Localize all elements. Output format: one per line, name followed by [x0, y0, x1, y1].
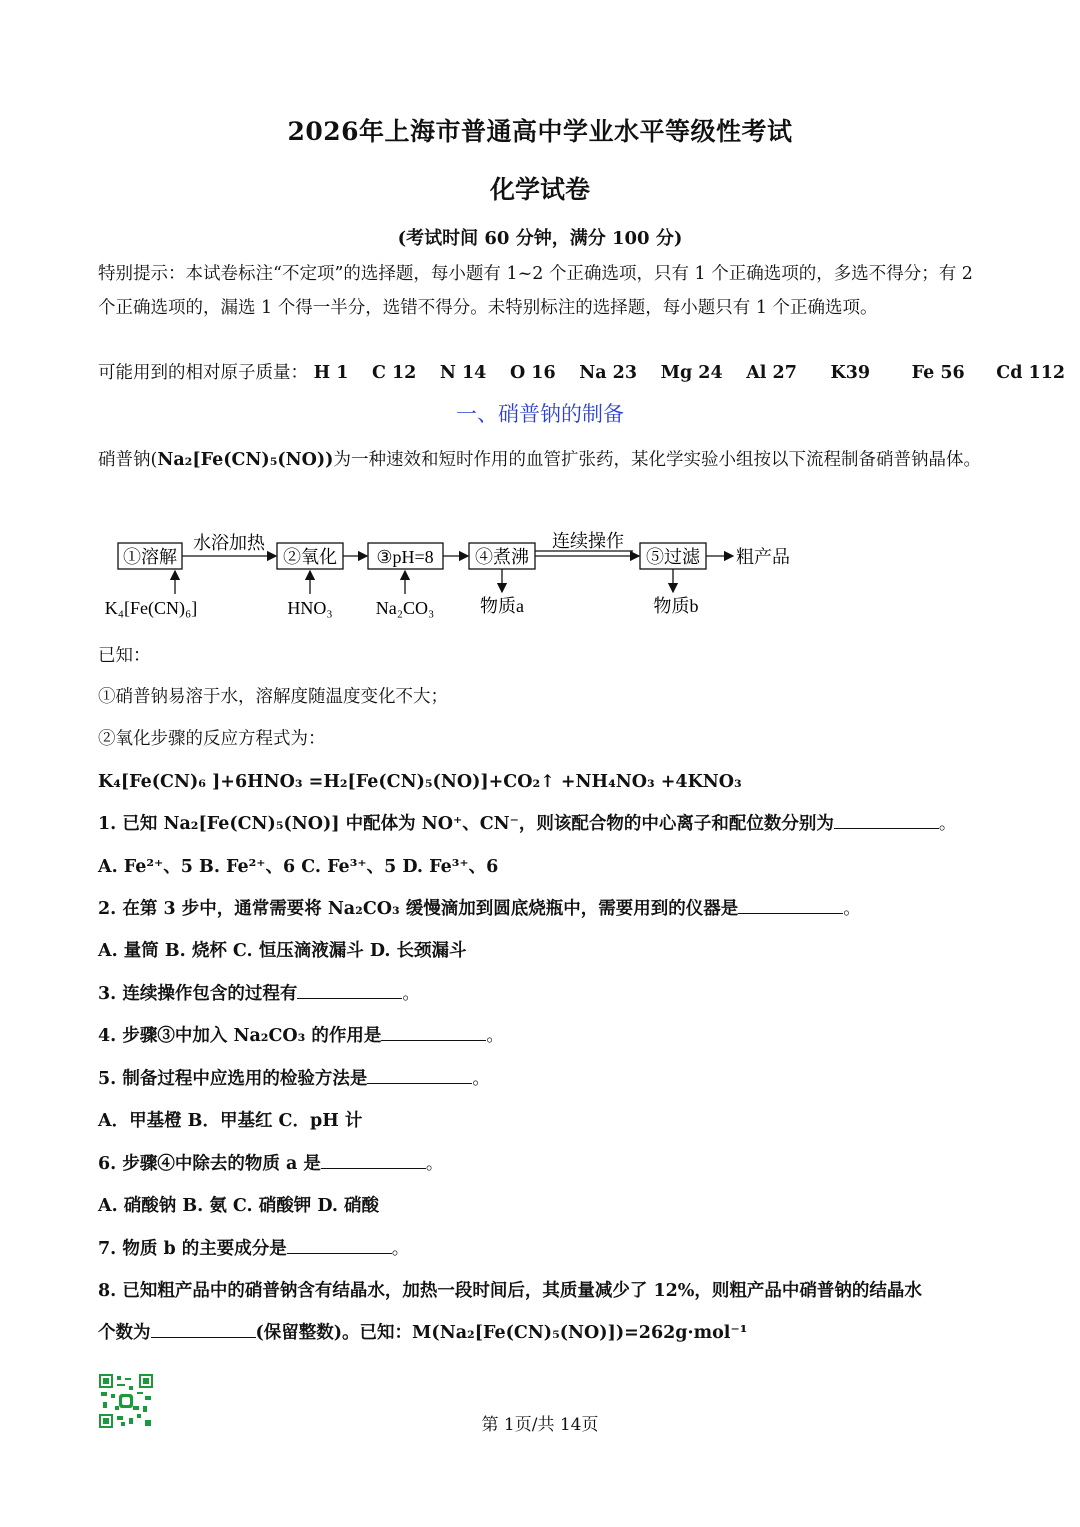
question-text: 3. 连续操作包含的过程有: [98, 984, 298, 1004]
flow-arrow-label: 连续操作: [552, 531, 624, 551]
flow-input-label: Na₂CO₃: [375, 598, 435, 618]
period: 。: [486, 1026, 504, 1046]
answer-blank[interactable]: [738, 897, 843, 914]
reaction-equation: K₄[Fe(CN)₆ ]+6HNO₃ =H₂[Fe(CN)₅(NO)]+CO₂↑ +NH₄NO₃ +4KNO₃: [98, 772, 742, 792]
question-text: 6. 步骤④中除去的物质 a 是: [98, 1154, 321, 1174]
flow-input-label: HNO₃: [287, 598, 333, 618]
question-7: [98, 1232, 409, 1266]
flow-step: [469, 543, 535, 569]
page-footer: 第 1页/共 14页: [481, 1415, 599, 1435]
flow-output-label: 物质a: [480, 596, 524, 616]
flow-input-label: K₄[Fe(CN)₆]: [104, 598, 198, 618]
section-title: 一、硝普钠的制备: [456, 402, 624, 426]
question-text: (保留整数)。已知：M(Na₂[Fe(CN)₅(NO)])=262g·mol⁻¹: [255, 1323, 748, 1343]
mass-item: Al 27: [746, 363, 797, 383]
known-item-1: ①硝普钠易溶于水，溶解度随温度变化不大；: [98, 687, 448, 707]
mass-item: C 12: [371, 363, 417, 383]
flow-step: [368, 543, 443, 569]
process-flow-diagram: [96, 526, 816, 626]
period: 。: [402, 984, 420, 1004]
question-1-options: A. Fe²⁺、5 B. Fe²⁺、6 C. Fe³⁺、5 D. Fe³⁺、6: [98, 857, 499, 877]
period: 。: [938, 814, 957, 834]
atomic-masses-label: 可能用到的相对原子质量：: [98, 363, 308, 383]
intro-pre: 硝普钠(: [98, 450, 158, 470]
mass-item: Na 23: [579, 363, 638, 383]
answer-blank[interactable]: [834, 812, 939, 829]
period: 。: [391, 1239, 410, 1259]
question-6-options: A. 硝酸钠 B. 氨 C. 硝酸钾 D. 硝酸: [98, 1196, 380, 1216]
question-3: [98, 977, 420, 1011]
flow-step-label: ②氧化: [283, 547, 337, 567]
question-1: [98, 807, 956, 841]
question-text: 4. 步骤③中加入 Na₂CO₃ 的作用是: [98, 1026, 382, 1046]
question-text: 1. 已知 Na₂[Fe(CN)₅(NO)] 中配体为 NO⁺、CN⁻，则该配合物的中心离子和配位数分别为: [98, 814, 834, 834]
answer-blank[interactable]: [297, 982, 402, 999]
flow-end-label: 粗产品: [736, 547, 790, 567]
exam-title: 2026年上海市普通高中学业水平等级性考试: [287, 117, 793, 146]
intro-post: 为一种速效和短时作用的血管扩张药，某化学实验小组按以下流程制备硝普钠晶体。: [333, 450, 981, 470]
mass-item: K39: [830, 363, 871, 383]
known-item-2: ②氧化步骤的反应方程式为：: [98, 729, 326, 749]
answer-blank[interactable]: [367, 1067, 472, 1084]
question-6: [98, 1147, 443, 1181]
flow-step: [118, 543, 182, 569]
intro-formula: Na₂[Fe(CN)₅(NO)): [157, 450, 334, 470]
flow-output-label: 物质b: [653, 596, 699, 616]
flow-step-label: ③pH=8: [376, 547, 434, 567]
mass-item: O 16: [509, 363, 556, 383]
question-text: 个数为: [98, 1323, 151, 1343]
question-text: 2. 在第 3 步中，通常需要将 Na₂CO₃ 缓慢滴加到圆底烧瓶中，需要用到的仪器是: [98, 899, 739, 919]
question-2-options: A. 量筒 B. 烧杯 C. 恒压滴液漏斗 D. 长颈漏斗: [98, 941, 467, 961]
question-4: [98, 1019, 504, 1053]
mass-item: Mg 24: [660, 363, 723, 383]
mass-item: Cd 112: [996, 363, 1066, 383]
mass-item: H 1: [313, 363, 349, 383]
answer-blank[interactable]: [287, 1237, 392, 1254]
period: 。: [425, 1154, 444, 1174]
answer-blank[interactable]: [151, 1321, 256, 1338]
question-text: 8. 已知粗产品中的硝普钠含有结晶水，加热一段时间后，其质量减少了 12%，则粗产品中硝普钠的结晶水: [98, 1281, 922, 1301]
atomic-masses: [98, 359, 1080, 384]
exam-subtitle: 化学试卷: [489, 175, 590, 204]
flow-step: [640, 543, 706, 569]
section-intro: [98, 438, 988, 482]
question-text: 5. 制备过程中应选用的检验方法是: [98, 1069, 368, 1089]
question-8-line-2: [98, 1316, 747, 1350]
mass-item: Fe 56: [911, 363, 965, 383]
question-text: 7. 物质 b 的主要成分是: [98, 1239, 287, 1259]
mass-item: N 14: [439, 363, 487, 383]
flow-step-label: ①溶解: [123, 547, 177, 567]
question-8-line-1: [98, 1274, 922, 1308]
answer-blank[interactable]: [321, 1152, 426, 1169]
question-5: [98, 1062, 490, 1096]
answer-blank[interactable]: [381, 1024, 486, 1041]
special-notice: 特别提示：本试卷标注“不定项”的选择题，每小题有 1~2 个正确选项，只有 1 个正确选项的，多选不得分；有 2 个正确选项的，漏选 1 个得一半分，选错不得分。未特别标注的选择题，每小题只有 1 个正确选项。: [98, 264, 973, 318]
question-2: [98, 892, 861, 926]
known-label: 已知：: [98, 646, 151, 666]
flow-step-label: ④煮沸: [475, 547, 529, 567]
period: 。: [843, 899, 861, 919]
exam-meta: (考试时间 60 分钟，满分 100 分): [397, 228, 683, 249]
flow-arrow-label: 水浴加热: [193, 533, 265, 553]
period: 。: [472, 1069, 490, 1089]
flow-step-label: ⑤过滤: [646, 547, 700, 567]
flow-step: [277, 543, 343, 569]
question-5-options: A．甲基橙 B．甲基红 C．pH 计: [98, 1111, 363, 1131]
